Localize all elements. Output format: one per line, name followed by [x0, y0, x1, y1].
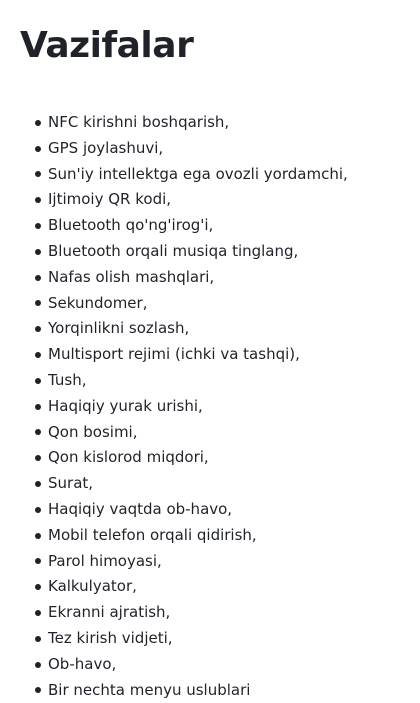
bullet-dot-icon — [35, 352, 41, 358]
feature-text: Nafas olish mashqlari, — [48, 267, 215, 286]
bullet-dot-icon — [35, 249, 41, 255]
bullet-dot-icon — [35, 687, 41, 693]
feature-list-item — [20, 187, 400, 213]
feature-list-item — [20, 600, 400, 626]
bullet-dot-icon — [35, 404, 41, 410]
feature-text: Surat, — [48, 474, 94, 493]
bullet-dot-icon — [35, 146, 41, 152]
feature-text: Parol himoyasi, — [48, 551, 162, 570]
bullet-dot-icon — [35, 197, 41, 203]
feature-list-item — [20, 342, 400, 368]
bullet-dot-icon — [35, 455, 41, 461]
feature-text: Haqiqiy vaqtda ob-havo, — [48, 499, 233, 518]
feature-text: Sun'iy intellektga ega ovozli yordamchi, — [48, 164, 348, 183]
bullet-dot-icon — [35, 378, 41, 384]
bullet-dot-icon — [35, 223, 41, 229]
feature-text: Haqiqiy yurak urishi, — [48, 396, 203, 415]
bullet-dot-icon — [35, 275, 41, 281]
feature-text: Mobil telefon orqali qidirish, — [48, 525, 257, 544]
feature-list-item — [20, 265, 400, 291]
feature-list-item — [20, 291, 400, 317]
feature-list-item — [20, 652, 400, 678]
feature-list-item — [20, 213, 400, 239]
feature-text: Bluetooth qo'ng'irog'i, — [48, 216, 214, 235]
page-title: Vazifalar — [20, 25, 194, 66]
bullet-dot-icon — [35, 636, 41, 642]
feature-text: Bluetooth orqali musiqa tinglang, — [48, 241, 299, 260]
feature-list-item — [20, 549, 400, 575]
feature-text: Ob-havo, — [48, 654, 117, 673]
feature-list-item — [20, 574, 400, 600]
feature-list-item — [20, 445, 400, 471]
bullet-dot-icon — [35, 610, 41, 616]
feature-list-item — [20, 394, 400, 420]
feature-text: Bir nechta menyu uslublari — [48, 680, 251, 699]
feature-text: NFC kirishni boshqarish, — [48, 113, 230, 131]
feature-text: Yorqinlikni sozlash, — [48, 319, 190, 338]
feature-list-item — [20, 162, 400, 188]
feature-list-item — [20, 239, 400, 265]
feature-list-item — [20, 368, 400, 394]
bullet-dot-icon — [35, 533, 41, 539]
feature-list — [20, 110, 400, 703]
feature-list-item — [20, 420, 400, 446]
bullet-dot-icon — [35, 120, 41, 126]
bullet-dot-icon — [35, 171, 41, 177]
bullet-dot-icon — [35, 481, 41, 487]
bullet-dot-icon — [35, 429, 41, 435]
bullet-dot-icon — [35, 326, 41, 332]
feature-text: GPS joylashuvi, — [48, 138, 164, 157]
feature-list-item — [20, 110, 400, 136]
feature-list-item — [20, 678, 400, 703]
feature-text: Qon kislorod miqdori, — [48, 448, 209, 467]
feature-text: Tush, — [48, 370, 87, 389]
feature-list-item — [20, 626, 400, 652]
feature-text: Qon bosimi, — [48, 422, 138, 441]
feature-text: Ekranni ajratish, — [48, 603, 171, 622]
feature-text: Multisport rejimi (ichki va tashqi), — [48, 345, 300, 364]
bullet-dot-icon — [35, 300, 41, 306]
feature-text: Sekundomer, — [48, 293, 148, 312]
feature-list-item — [20, 471, 400, 497]
feature-text: Kalkulyator, — [48, 577, 137, 596]
bullet-dot-icon — [35, 662, 41, 668]
feature-list-item — [20, 136, 400, 162]
feature-list-item — [20, 497, 400, 523]
feature-list-item — [20, 523, 400, 549]
feature-list-item — [20, 316, 400, 342]
bullet-dot-icon — [35, 584, 41, 590]
bullet-dot-icon — [35, 507, 41, 513]
bullet-dot-icon — [35, 558, 41, 564]
feature-text: Tez kirish vidjeti, — [48, 628, 173, 647]
feature-text: Ijtimoiy QR kodi, — [48, 190, 172, 209]
